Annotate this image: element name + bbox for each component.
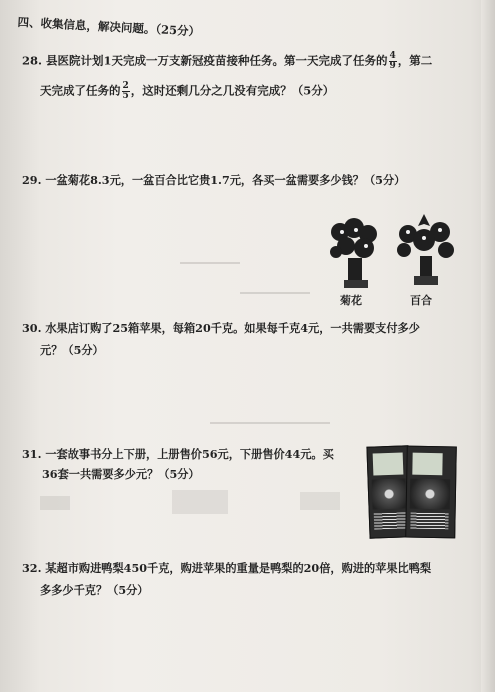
question-31-line-1: 31. 一套故事书分上下册，上册售价56元，下册售价44元。买 [22,447,334,461]
storybook-volume-2-image [405,446,457,539]
question-32-line-1: 32. 某超市购进鸭梨450千克，购进苹果的重量是鸭梨的20倍，购进的苹果比鸭梨 [22,561,432,575]
bleed-mark [40,496,70,510]
question-30-line-1: 30. 水果店订购了25箱苹果，每箱20千克。如果每千克4元，一共需要支付多少 [22,321,420,335]
chrysanthemum-label: 菊花 [340,294,362,307]
question-32-line-2: 多多少千克？（5分） [40,583,149,597]
question-30-line-2: 元？（5分） [40,343,104,357]
lily-pot-image [394,210,458,288]
bleed-mark [240,292,310,294]
question-31-line-2: 36套一共需要多少元？（5分） [42,467,200,481]
fraction-2-5: $\frac{2}{5}$ [122,81,129,101]
question-28-text: 28. 县医院计划1天完成一万支新冠疫苗接种任务。第一天完成了任务的 [22,53,388,68]
question-28-line-1: 28. 县医院计划1天完成一万支新冠疫苗接种任务。第一天完成了任务的 $\frac{4}{9}$ ，第二 [22,51,433,71]
bleed-mark [300,492,340,510]
bleed-mark [210,422,330,424]
chrysanthemum-pot-image [326,218,386,290]
section-header: 四、收集信息，解决问题。（25分） [17,14,201,39]
question-29-text: 29. 一盆菊花8.3元，一盆百合比它贵1.7元，各买一盆需要多少钱？（5分） [22,173,406,187]
lily-label: 百合 [410,294,432,307]
binding-edge [481,0,495,692]
fraction-4-9: $\frac{4}{9}$ [389,51,396,71]
bleed-mark [172,490,228,514]
question-28-line-2: 天完成了任务的 $\frac{2}{5}$ ，这时还剩几分之几没有完成？（5分） [40,81,335,101]
bleed-mark [180,262,240,264]
